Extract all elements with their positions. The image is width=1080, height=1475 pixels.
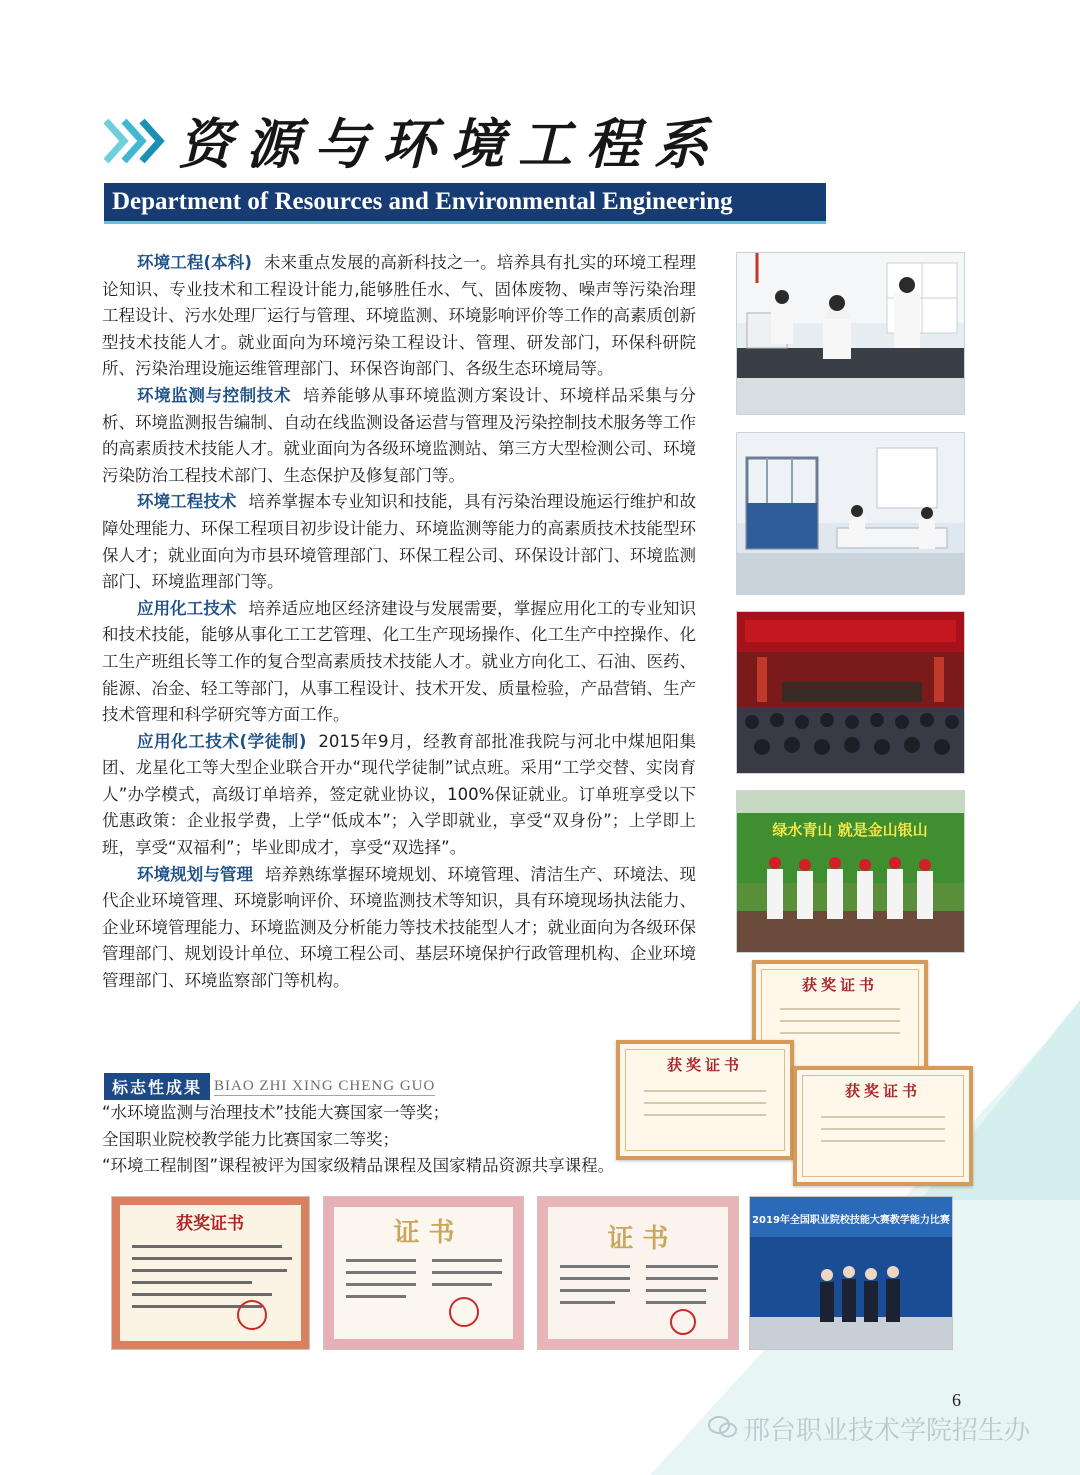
program-item bbox=[102, 250, 696, 383]
program-description: 培养适应地区经济建设与发展需要，掌握应用化工的专业知识和技术技能，能够从事化工工艺管理、化工生产现场操作、化工生产中控操作、化工生产班组长等工作的复合型高素质技术技能人才。就业方向化工、石油、医药、能源、冶金、轻工等部门，从事工程设计、技术开发、质量检验，产品营销、生产技术管理和科学研究等方面工作。 bbox=[102, 598, 696, 725]
program-description: 2015年9月，经教育部批准我院与河北中煤旭阳集团、龙星化工等大型企业联合开办“现代学徒制”试点班。采用“工学交替、实岗育人”办学模式，高级订单培养，签定就业协议，100%保证就业。订单班享受以下优惠政策：企业报学费，上学“低成本”；入学即就业，享受“双身份”；上学即上班，享受“双福利”；毕业即成才，享受“双选择”。 bbox=[102, 731, 696, 858]
program-description: 培养掌握本专业知识和技能，具有污染治理设施运行维护和故障处理能力、环保工程项目初步设计能力、环境监测等能力的高素质技术技能型环保人才；就业面向为市县环境管理部门、环保工程公司、环保设计部门、环境监测部门、环境监理部门等。 bbox=[102, 492, 696, 592]
program-item bbox=[102, 383, 696, 489]
program-description: 未来重点发展的高新科技之一。培养具有扎实的环境工程理论知识、专业技术和工程设计能力,能够胜任水、气、固体废物、噪声等污染治理工程设计、污水处理厂运行与管理、环境监测、环境影响评价等工作的高素质创新型技术技能人才。就业面向为环境污染工程设计、管理、研发部门，环保科研院所、污染治理设施运维管理部门、环保咨询部门、各级生态环境局等。 bbox=[102, 253, 696, 379]
certificate-photo-title: 证 书 bbox=[393, 1218, 455, 1248]
program-description: 培养熟练掌握环境规划、环境管理、清洁生产、环境法、现代企业环境管理、环境影响评价、环境监测技术等知识，具有环境现场执法能力、企业环境管理能力、环境监测及分析能力等技术技能型人才；就业面向为各级环保管理部门、规划设计单位、环境工程公司、基层环境保护行政管理机构、企业环境管理部门、环境监察部门等机构。 bbox=[102, 864, 696, 991]
wechat-icon bbox=[708, 1415, 738, 1445]
program-list bbox=[102, 250, 696, 995]
program-item bbox=[102, 729, 696, 862]
contest-photo bbox=[749, 1196, 953, 1350]
lab-photo-1 bbox=[736, 252, 965, 415]
title-bar bbox=[104, 183, 826, 224]
achievement-item: 全国职业院校教学能力比赛国家二等奖； bbox=[102, 1129, 399, 1149]
watermark-text: 邢台职业技术学院招生办 bbox=[744, 1416, 1031, 1446]
contest-banner: 2019年全国职业院校技能大赛教学能力比赛 bbox=[752, 1215, 950, 1226]
certificate-title: 获奖证书 bbox=[844, 1082, 921, 1100]
award-certificate bbox=[616, 1040, 794, 1160]
award-certificate bbox=[793, 1066, 973, 1186]
achievements-list bbox=[102, 1100, 614, 1180]
achievements-tag: 标志性成果 bbox=[104, 1073, 210, 1100]
program-description: 培养能够从事环境监测方案设计、环境样品采集与分析、环境监测报告编制、自动在线监测设备运营与管理及污染控制技术服务等工作的高素质技术技能人才。就业面向为各级环境监测站、第三方大型检测公司、环境污染防治工程技术部门、生态保护及修复部门等。 bbox=[102, 385, 697, 485]
certificate-photo-2 bbox=[323, 1196, 524, 1350]
chevrons-icon bbox=[104, 118, 166, 168]
achievement-item: “环境工程制图”课程被评为国家级精品课程及国家精品资源共享课程。 bbox=[102, 1156, 615, 1176]
footer-watermark bbox=[708, 1410, 1030, 1447]
certificate-photo-3 bbox=[537, 1196, 739, 1350]
ceremony-photo bbox=[736, 611, 965, 774]
program-name: 环境工程(本科) bbox=[137, 253, 252, 272]
achievement-item: “水环境监测与治理技术”技能大赛国家一等奖； bbox=[102, 1103, 450, 1122]
page-title-en: Department of Resources and Environmental Engineering bbox=[112, 188, 733, 215]
certificate-photo-title: 获奖证书 bbox=[176, 1214, 244, 1234]
program-name: 应用化工技术 bbox=[137, 598, 237, 618]
certificate-title: 获奖证书 bbox=[666, 1056, 743, 1074]
program-name: 应用化工技术(学徒制) bbox=[137, 731, 307, 751]
certificate-title: 获奖证书 bbox=[801, 976, 878, 994]
page-title-cn: 资源与环境工程系 bbox=[178, 112, 722, 176]
program-name: 环境规划与管理 bbox=[137, 864, 254, 884]
program-item bbox=[102, 489, 696, 595]
achievements-header bbox=[104, 1073, 435, 1100]
program-item bbox=[102, 596, 696, 729]
certificate-photo-title: 证 书 bbox=[607, 1224, 669, 1254]
program-name: 环境工程技术 bbox=[137, 492, 237, 512]
page-number: 6 bbox=[952, 1390, 961, 1410]
event-photo bbox=[736, 790, 965, 953]
banner-slogan: 绿水青山 就是金山银山 bbox=[772, 821, 928, 839]
lab-photo-2 bbox=[736, 432, 965, 595]
achievements-pinyin: BIAO ZHI XING CHENG GUO bbox=[214, 1077, 436, 1094]
program-item bbox=[102, 862, 696, 995]
certificate-photo-1 bbox=[111, 1196, 310, 1350]
program-name: 环境监测与控制技术 bbox=[137, 385, 292, 405]
